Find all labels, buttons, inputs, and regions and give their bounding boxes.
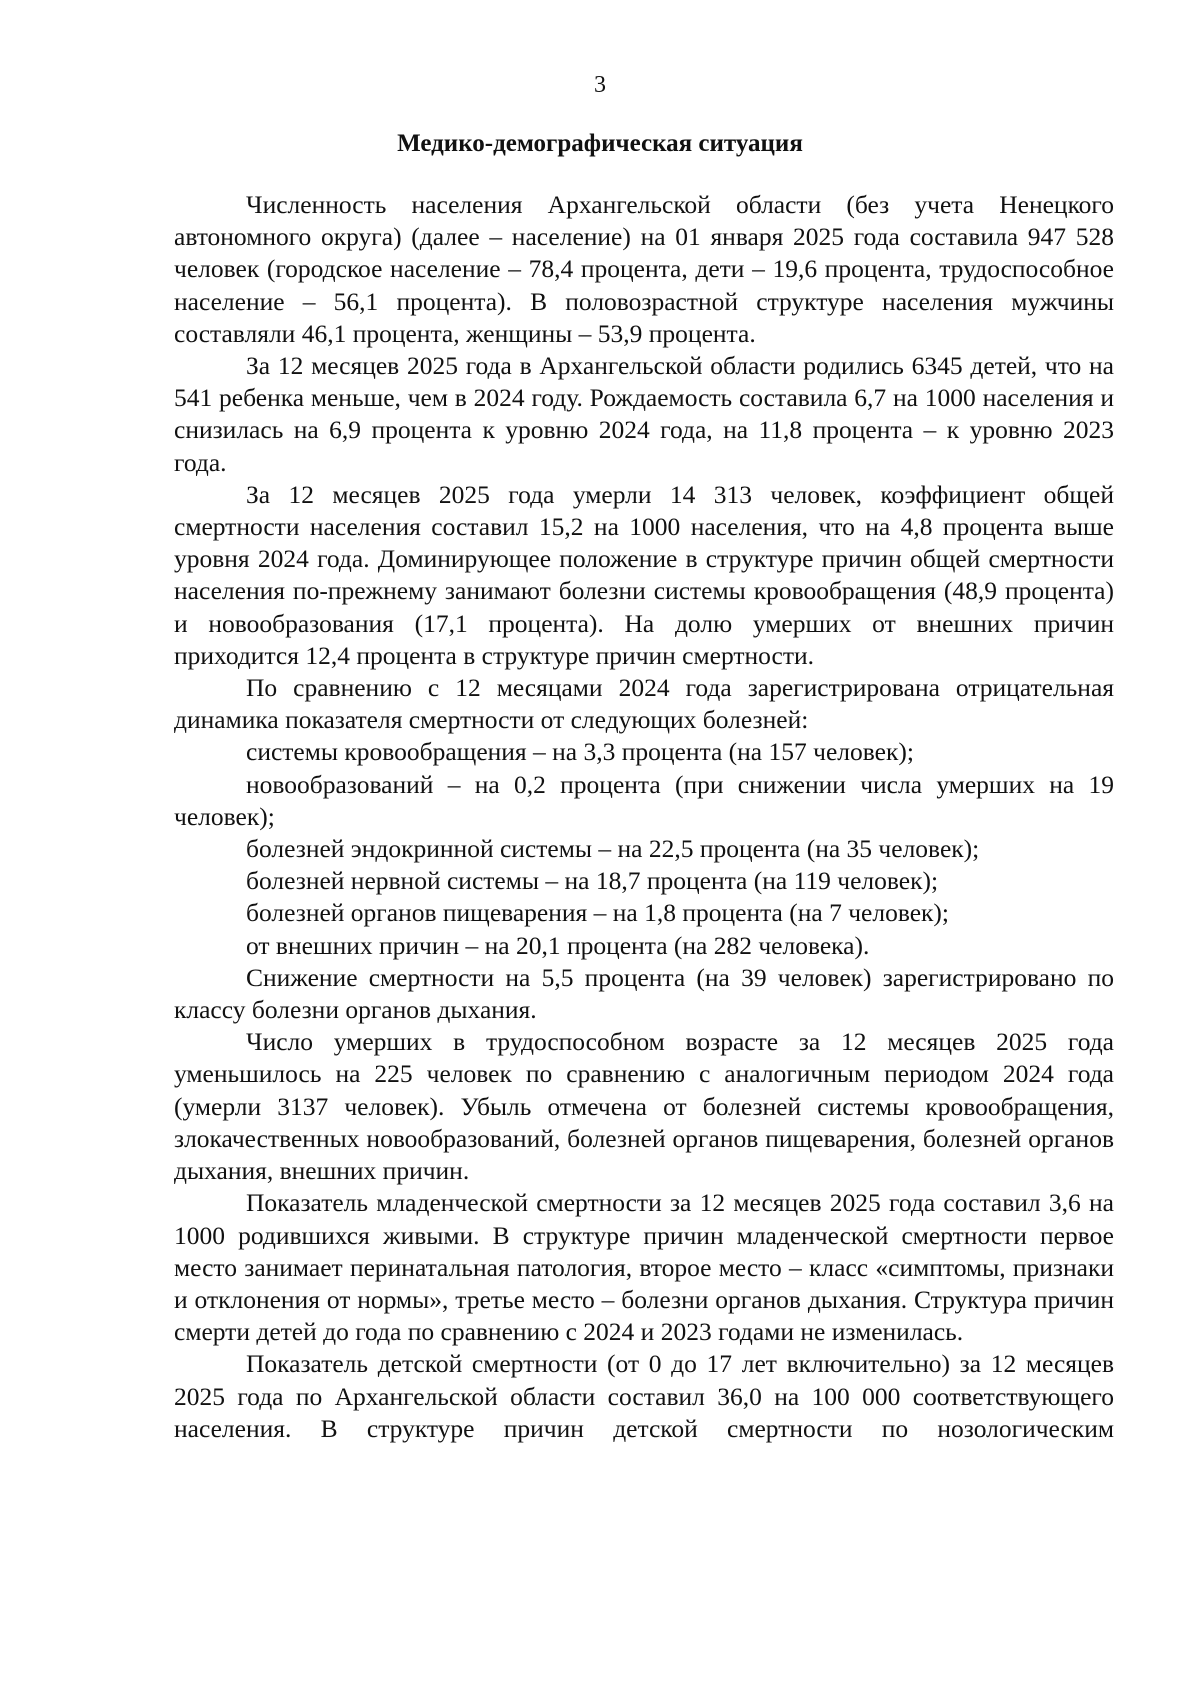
list-item-circulatory: системы кровообращения – на 3,3 процента (на 157 человек); xyxy=(246,737,914,767)
list-item-nervous: болезней нервной системы – на 18,7 процента (на 119 человек); xyxy=(246,866,939,896)
list-item-digestive: болезней органов пищеварения – на 1,8 процента (на 7 человек); xyxy=(246,898,949,928)
paragraph-mortality: За 12 месяцев 2025 года умерли 14 313 человек, коэффициент общей смертности населения составил 15,2 на 1000 населения, что на 4,8 процента выше уровня 2024 года. Доминирующее положение в структуре причин общей смертности населения по-прежнему занимают болезни системы кровообращения (48,9 процента) и новообразования (17,1 процента). На долю умерших от внешних причин приходится 12,4 процента в структуре причин смертности. xyxy=(174,479,1114,670)
page-number: 3 xyxy=(594,72,606,98)
paragraph-respiratory-decrease: Снижение смертности на 5,5 процента (на 39 человек) зарегистрировано по классу болезни органов дыхания. xyxy=(174,962,1114,1025)
list-item-external-causes: от внешних причин – на 20,1 процента (на 282 человека). xyxy=(246,930,870,960)
paragraph-working-age: Число умерших в трудоспособном возрасте за 12 месяцев 2025 года уменьшилось на 225 человек по сравнению с аналогичным периодом 2024 года (умерли 3137 человек). Убыль отмечена от болезней системы кровообращения, злокачественных новообразований, болезней органов пищеварения, болезней органов дыхания, внешних причин. xyxy=(174,1027,1114,1186)
paragraph-child-mortality: Показатель детской смертности (от 0 до 17 лет включительно) за 12 месяцев 2025 года по Архангельской области составил 36,0 на 100 000 соответствующего населения. В структуре причин детской смертности по нозологическим xyxy=(174,1349,1114,1443)
paragraph-negative-dynamics: По сравнению с 12 месяцами 2024 года зарегистрирована отрицательная динамика показателя смертности от следующих болезней: xyxy=(174,673,1114,735)
paragraph-infant-mortality: Показатель младенческой смертности за 12 месяцев 2025 года составил 3,6 на 1000 родившихся живыми. В структуре причин младенческой смертности первое место занимает перинатальная патология, второе место – класс «симптомы, признаки и отклонения от нормы», третье место – болезни органов дыхания. Структура причин смерти детей до года по сравнению с 2024 и 2023 годами не изменилась. xyxy=(174,1188,1114,1347)
paragraph-births: За 12 месяцев 2025 года в Архангельской области родились 6345 детей, что на 541 ребенка меньше, чем в 2024 году. Рождаемость составила 6,7 на 1000 населения и снизилась на 6,9 процента к уровню 2024 года, на 11,8 процента – к уровню 2023 года. xyxy=(174,351,1114,477)
section-title: Медико-демографическая ситуация xyxy=(397,130,803,157)
body-text xyxy=(174,189,1114,1445)
list-item-endocrine: болезней эндокринной системы – на 22,5 процента (на 35 человек); xyxy=(246,834,980,864)
list-item-neoplasms: новообразований – на 0,2 процента (при снижении числа умерших на 19 человек); xyxy=(174,769,1114,831)
paragraph-population: Численность населения Архангельской области (без учета Ненецкого автономного округа) (далее – население) на 01 января 2025 года составила 947 528 человек (городское население – 78,4 процента, дети – 19,6 процента, трудоспособное население – 56,1 процента). В половозрастной структуре населения мужчины составляли 46,1 процента, женщины – 53,9 процента. xyxy=(174,190,1114,348)
